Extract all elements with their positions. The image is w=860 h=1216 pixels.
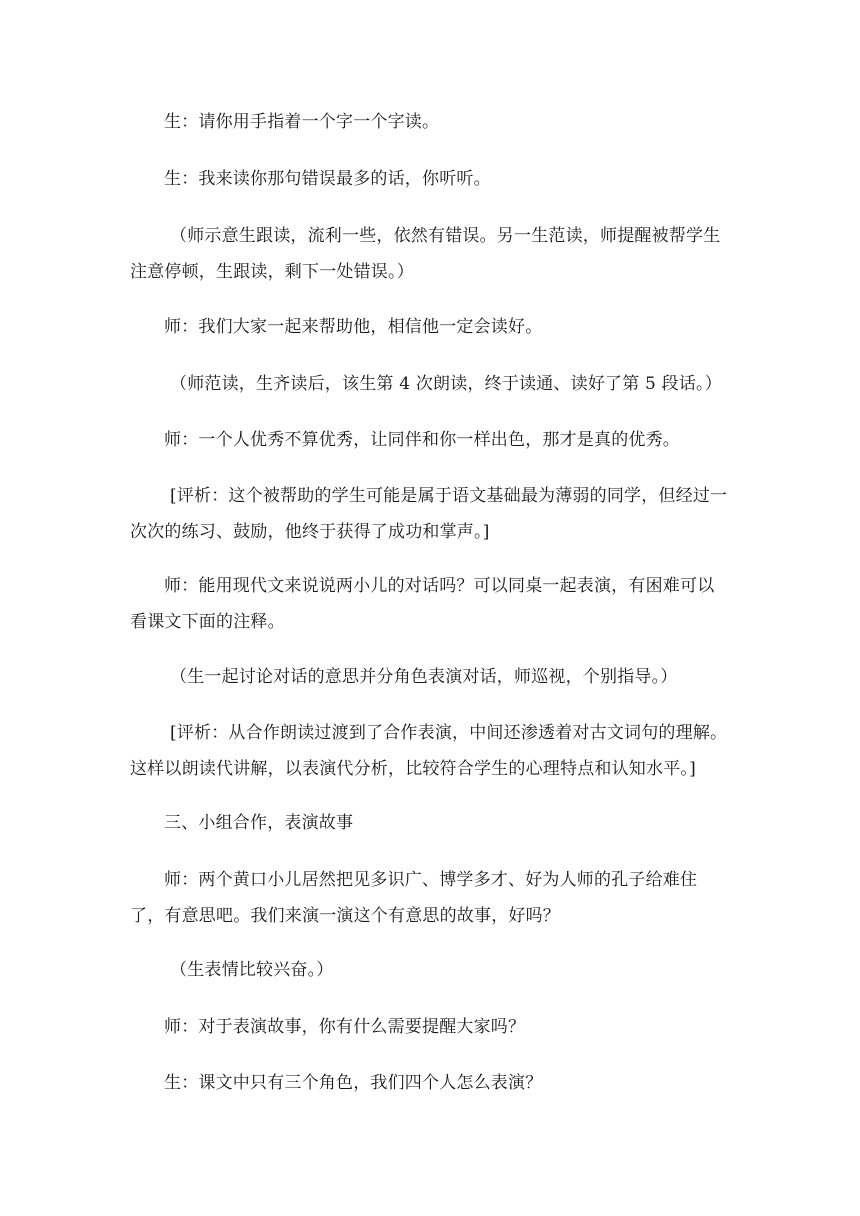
paragraph-stage-direction-discuss: （生一起讨论对话的意思并分角色表演对话，师巡视，个别指导。） xyxy=(170,667,678,687)
paragraph-teacher-modern-text: 师：能用现代文来说说两小儿的对话吗？可以同桌一起表演，有困难可以看课文下面的注释。 xyxy=(130,576,715,632)
paragraph-stage-direction-model-read: （师范读，生齐读后，该生第 4 次朗读，终于读通、读好了第 5 段话。） xyxy=(170,374,722,394)
paragraph-teacher-story: 师：两个黄口小儿居然把见多识广、博学多才、好为人师的孔子给难住了，有意思吧。我们来演一演这个有意思的故事，好吗？ xyxy=(130,870,698,926)
paragraph-student-point-read: 生：请你用手指着一个字一个字读。 xyxy=(164,112,440,132)
paragraph-teacher-help: 师：我们大家一起来帮助他，相信他一定会读好。 xyxy=(164,317,543,337)
paragraph-student-roles: 生：课文中只有三个角色，我们四个人怎么表演？ xyxy=(164,1073,543,1093)
paragraph-comment-success: [评析：这个被帮助的学生可能是属于语文基础最为薄弱的同学，但经过一次次的练习、鼓励，他终于获得了成功和掌声。] xyxy=(130,486,728,542)
paragraph-comment-performance: [评析：从合作朗读过渡到了合作表演，中间还渗透着对古文词句的理解。这样以朗读代讲解，以表演代分析，比较符合学生的心理特点和认知水平。] xyxy=(130,723,728,779)
paragraph-teacher-excellence: 师：一个人优秀不算优秀，让同伴和你一样出色，那才是真的优秀。 xyxy=(164,430,680,450)
paragraph-student-read-error: 生：我来读你那句错误最多的话，你听听。 xyxy=(164,169,491,189)
paragraph-teacher-reminder: 师：对于表演故事，你有什么需要提醒大家吗？ xyxy=(164,1017,526,1037)
paragraph-stage-direction-excited: （生表情比较兴奋。） xyxy=(170,960,334,980)
section-heading-group-performance: 三、小组合作，表演故事 xyxy=(164,813,354,833)
paragraph-stage-direction-follow-read: （师示意生跟读，流利一些，依然有错误。另一生范读，师提醒被帮学生注意停顿，生跟读，剩下一处错误。） xyxy=(130,226,721,282)
